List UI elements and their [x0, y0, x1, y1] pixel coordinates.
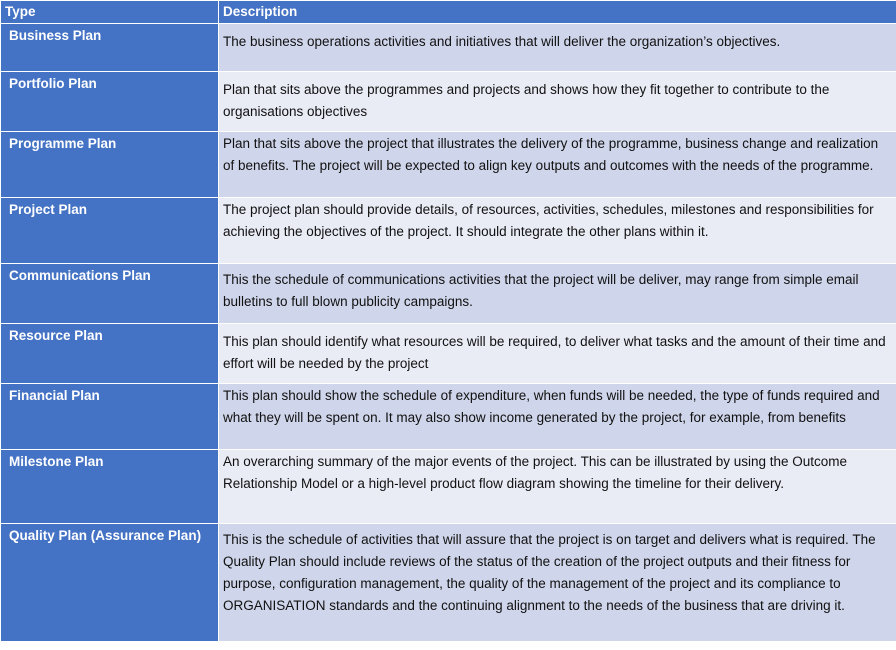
header-type: Type	[1, 1, 219, 24]
row-type: Resource Plan	[1, 324, 219, 384]
row-description: The project plan should provide details, of resources, activities, schedules, milestones and responsibilities for achieving the objectives of the project. It should integrate the other plans within it.	[219, 198, 896, 264]
table-row	[1, 198, 896, 264]
row-description: This is the schedule of activities that will assure that the project is on target and delivers what is required. The Quality Plan should include reviews of the status of the creation of the project outputs and their fitness for purpose, configuration management, the quality of the management of the project and its compliance to ORGANISATION standards and the continuing alignment to the needs of the business that are driving it.	[219, 524, 896, 642]
table-row	[1, 524, 896, 642]
row-type: Project Plan	[1, 198, 219, 264]
row-description: This plan should identify what resources will be required, to deliver what tasks and the amount of their time and effort will be needed by the project	[219, 324, 896, 384]
row-description: The business operations activities and initiatives that will deliver the organization’s objectives.	[219, 24, 896, 72]
row-description: This plan should show the schedule of expenditure, when funds will be needed, the type of funds required and what they will be spent on. It may also show income generated by the project, for example, from benefits	[219, 384, 896, 450]
header-description: Description	[219, 1, 896, 24]
row-type: Portfolio Plan	[1, 72, 219, 132]
row-description: An overarching summary of the major events of the project. This can be illustrated by using the Outcome Relationship Model or a high-level product flow diagram showing the timeline for their delivery.	[219, 450, 896, 524]
table-row	[1, 264, 896, 324]
row-description: Plan that sits above the programmes and projects and shows how they fit together to contribute to the organisations objectives	[219, 72, 896, 132]
table-row	[1, 324, 896, 384]
row-type: Financial Plan	[1, 384, 219, 450]
table-row	[1, 72, 896, 132]
table-header-row	[1, 1, 896, 24]
row-type: Quality Plan (Assurance Plan)	[1, 524, 219, 642]
table-row	[1, 132, 896, 198]
row-type: Communications Plan	[1, 264, 219, 324]
row-description: Plan that sits above the project that illustrates the delivery of the programme, business change and realization of benefits. The project will be expected to align key outputs and outcomes with the needs of the programme.	[219, 132, 896, 198]
row-type: Milestone Plan	[1, 450, 219, 524]
row-type: Business Plan	[1, 24, 219, 72]
table-row	[1, 384, 896, 450]
table-row	[1, 450, 896, 524]
row-description: This the schedule of communications activities that the project will be deliver, may range from simple email bulletins to full blown publicity campaigns.	[219, 264, 896, 324]
row-type: Programme Plan	[1, 132, 219, 198]
table-row	[1, 24, 896, 72]
